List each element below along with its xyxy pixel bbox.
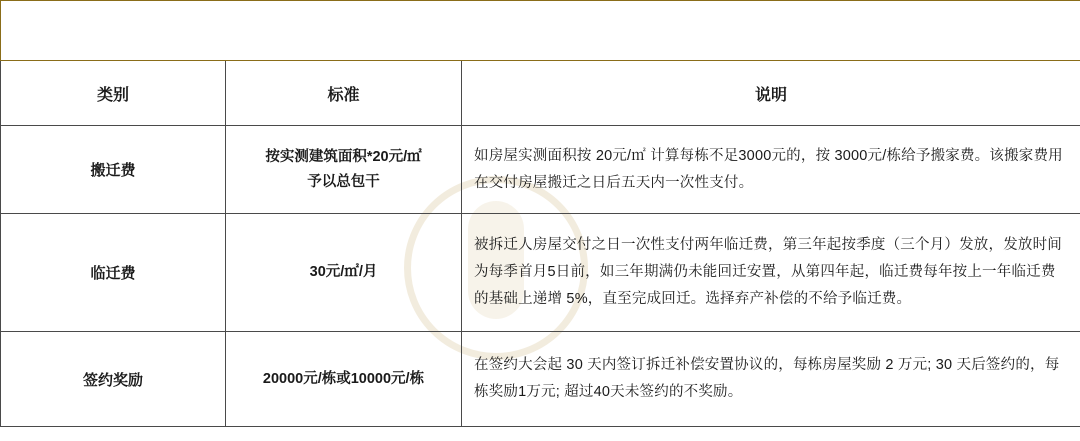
row-standard (226, 126, 462, 214)
row-category: 签约奖励 (1, 332, 226, 427)
column-header-category: 类别 (1, 61, 226, 126)
page-title: 班岭村关于搬迁费、临迁费、老人安置补贴及各项奖励的标准 (1, 1, 1080, 61)
row-category: 搬迁费 (1, 126, 226, 214)
table-row (1, 332, 1080, 427)
row-standard (226, 332, 462, 427)
row-standard (226, 214, 462, 332)
table-header-row (1, 61, 1080, 126)
column-header-standard: 标准 (226, 61, 462, 126)
row-standard-line-2: 予以总包干 (307, 173, 380, 190)
table-title-row (1, 1, 1080, 61)
row-description: 被拆迁人房屋交付之日一次性支付两年临迁费，第三年起按季度（三个月）发放，发放时间为每季首月5日前，如三年期满仍未能回迁安置，从第四年起，临迁费每年按上一年临迁费的基础上递增 5%，直至完成回迁。选择弃产补偿的不给予临迁费。 (462, 214, 1080, 332)
row-description: 如房屋实测面积按 20元/㎡ 计算每栋不足3000元的，按 3000元/栋给予搬家费。该搬家费用在交付房屋搬迁之日后五天内一次性支付。 (462, 126, 1080, 214)
row-standard-line-1: 20000元/栋或10000元/栋 (262, 370, 425, 387)
row-standard-line-1: 30元/㎡/月 (309, 264, 378, 281)
table-row (1, 126, 1080, 214)
column-header-description: 说明 (462, 61, 1080, 126)
row-category: 临迁费 (1, 214, 226, 332)
row-description: 在签约大会起 30 天内签订拆迁补偿安置协议的，每栋房屋奖励 2 万元; 30 天后签约的，每栋奖励1万元; 超过40天未签约的不奖励。 (462, 332, 1080, 427)
row-standard-line-1: 按实测建筑面积*20元/㎡ (265, 148, 422, 165)
table-row (1, 214, 1080, 332)
